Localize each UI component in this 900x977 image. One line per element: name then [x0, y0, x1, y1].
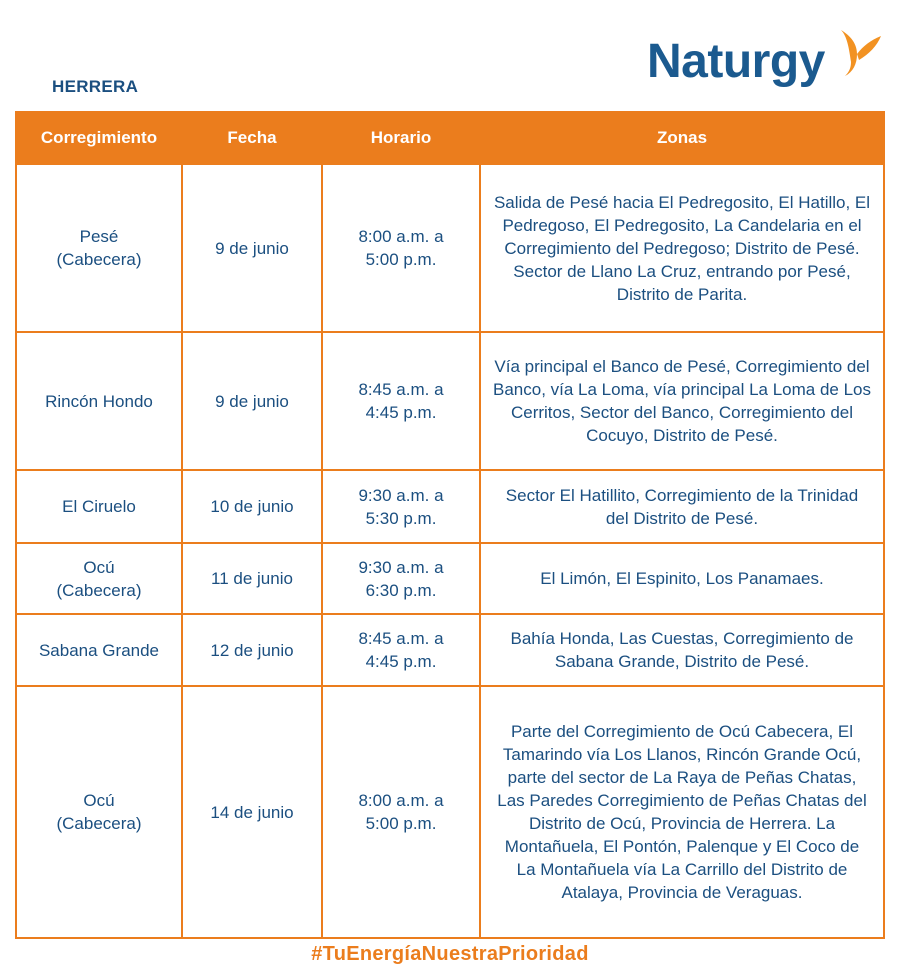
horario-line: 5:30 p.m. — [365, 508, 437, 528]
header-horario: Horario — [322, 112, 480, 164]
cell-horario — [322, 686, 480, 938]
cell-zonas: El Limón, El Espinito, Los Panamaes. — [480, 543, 884, 614]
header-corregimiento: Corregimiento — [16, 112, 182, 164]
cell-fecha: 10 de junio — [182, 470, 322, 543]
cell-fecha: 9 de junio — [182, 332, 322, 470]
horario-line: 9:30 a.m. a — [358, 557, 444, 577]
cell-zonas: Bahía Honda, Las Cuestas, Corregimiento de Sabana Grande, Distrito de Pesé. — [480, 614, 884, 686]
region-title: HERRERA — [52, 77, 139, 96]
corregimiento-line: Ocú — [83, 557, 115, 577]
corregimiento-line: Ocú — [83, 791, 115, 810]
cell-horario — [322, 470, 480, 543]
table-row — [16, 614, 884, 686]
corregimiento-line: El Ciruelo — [62, 497, 136, 516]
cell-fecha: 12 de junio — [182, 614, 322, 686]
hashtag-footer: #TuEnergíaNuestraPrioridad — [311, 943, 589, 965]
outage-schedule-table — [15, 111, 885, 939]
table-row — [16, 543, 884, 614]
corregimiento-line: Sabana Grande — [38, 640, 160, 660]
cell-zonas: Salida de Pesé hacia El Pedregosito, El Hatillo, El Pedregoso, El Pedregosito, La Candelaria en el Corregimiento del Pedregoso; Distrito de Pesé. Sector de Llano La Cruz, entrando por Pesé, Distrito de Parita. — [480, 164, 884, 332]
header-zonas: Zonas — [480, 112, 884, 164]
horario-line: 4:45 p.m. — [365, 652, 437, 671]
horario-line: 8:00 a.m. a — [358, 227, 444, 246]
cell-zonas: Vía principal el Banco de Pesé, Corregimiento del Banco, vía La Loma, vía principal La Loma de Los Cerritos, Sector del Banco, Corregimiento del Cocuyo, Distrito de Pesé. — [480, 332, 884, 470]
horario-line: 4:45 p.m. — [365, 403, 437, 422]
cell-horario — [322, 164, 480, 332]
horario-line: 5:00 p.m. — [365, 814, 437, 833]
cell-zonas: Sector El Hatillito, Corregimiento de la Trinidad del Distrito de Pesé. — [480, 470, 884, 543]
table-row — [16, 686, 884, 938]
corregimiento-line: (Cabecera) — [56, 580, 142, 600]
corregimiento-line: Pesé — [79, 227, 119, 246]
cell-fecha: 14 de junio — [182, 686, 322, 938]
cell-corregimiento — [16, 332, 182, 470]
cell-horario — [322, 614, 480, 686]
table-row — [16, 164, 884, 332]
horario-line: 8:00 a.m. a — [358, 791, 444, 810]
cell-fecha: 11 de junio — [182, 543, 322, 614]
cell-corregimiento — [16, 164, 182, 332]
horario-line: 5:00 p.m. — [365, 250, 437, 269]
table-row — [16, 470, 884, 543]
cell-zonas: Parte del Corregimiento de Ocú Cabecera, El Tamarindo vía Los Llanos, Rincón Grande Ocú, parte del sector de La Raya de Peñas Chatas, Las Paredes Corregimiento de Peñas Chatas del Distrito de Ocú, Provincia de Herrera. La Montañuela, El Pontón, Palenque y El Coco de La Montañuela vía La Carrillo del Distrito de Atalaya, Provincia de Veraguas. — [480, 686, 884, 938]
cell-horario — [322, 543, 480, 614]
logo-wordmark: Naturgy — [647, 35, 825, 88]
table-header-row — [16, 112, 884, 164]
cell-horario — [322, 332, 480, 470]
cell-corregimiento — [16, 543, 182, 614]
cell-corregimiento — [16, 470, 182, 543]
corregimiento-line: (Cabecera) — [56, 814, 142, 833]
naturgy-logo — [647, 28, 887, 98]
horario-line: 6:30 p.m. — [365, 580, 437, 600]
butterfly-icon — [837, 28, 883, 78]
table-row — [16, 332, 884, 470]
horario-line: 9:30 a.m. a — [358, 485, 444, 505]
corregimiento-line: (Cabecera) — [56, 250, 142, 269]
header-fecha: Fecha — [182, 112, 322, 164]
cell-corregimiento — [16, 614, 182, 686]
corregimiento-line: Rincón Hondo — [45, 391, 153, 411]
cell-corregimiento — [16, 686, 182, 938]
horario-line: 8:45 a.m. a — [358, 380, 444, 399]
cell-fecha: 9 de junio — [182, 164, 322, 332]
horario-line: 8:45 a.m. a — [358, 629, 444, 648]
